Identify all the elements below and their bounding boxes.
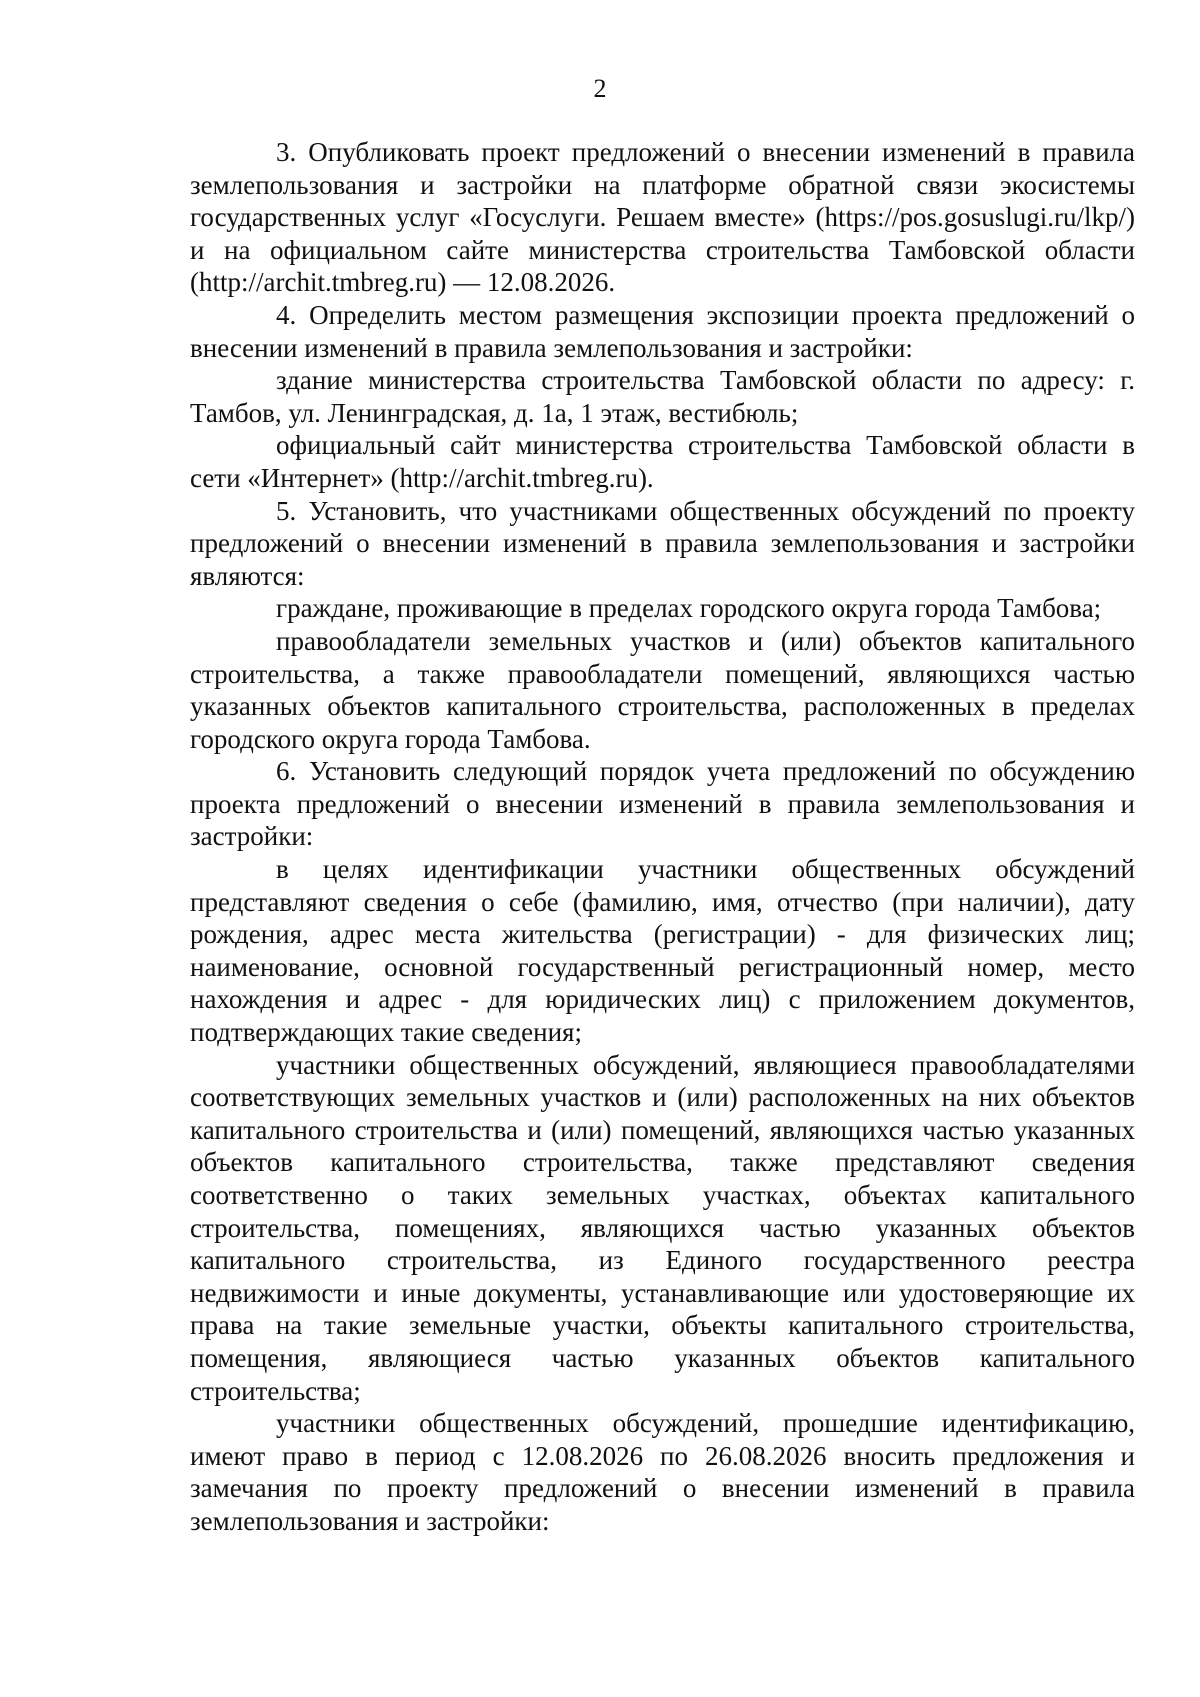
paragraph-exposition-building: здание министерства строительства Тамбовской области по адресу: г. Тамбов, ул. Ленинградская, д. 1а, 1 этаж, вестибюль; — [190, 365, 1135, 428]
page-number: 2 — [593, 74, 607, 103]
paragraph-participants-rightholders: правообладатели земельных участков и (или) объектов капитального строительства, а также правообладатели помещений, являющихся частью указанных объектов капитального строительства, расположенных в пределах городского округа города Тамбова. — [190, 625, 1135, 754]
paragraph-exposition-website: официальный сайт министерства строительства Тамбовской области в сети «Интернет» (http://archit.tmbreg.ru). — [190, 430, 1135, 493]
paragraph-submission-period: участники общественных обсуждений, прошедшие идентификацию, имеют право в период с 12.08.2026 по 26.08.2026 вносить предложения и замечания по проекту предложений о внесении изменений в правила землепользования и застройки: — [190, 1408, 1135, 1536]
paragraph-participants-citizens: граждане, проживающие в пределах городского округа города Тамбова; — [276, 593, 1102, 624]
paragraph-rightholder-documents: участники общественных обсуждений, являющиеся правообладателями соответствующих земельных участков и (или) расположенных на них объектов капитального строительства и (или) помещений, являющихся частью указанных объектов капитального строительства, также представляют сведения соответственно о таких земельных участках, объектах капитального строительства, помещениях, являющихся частью указанных объектов капитального строительства, из Единого государственного реестра недвижимости и иные документы, устанавливающие или удостоверяющие их права на такие земельные участки, объекты капитального строительства, помещения, являющиеся частью указанных объектов капитального строительства; — [190, 1049, 1135, 1406]
paragraph-item-3-publish: 3. Опубликовать проект предложений о внесении изменений в правила землепользования и застройки на платформе обратной связи экосистемы государственных услуг «Госуслуги. Решаем вместе» (https://pos.gosuslugi.ru/lkp/) и на официальном сайте министерства строительства Тамбовской области (http://archit.tmbreg.ru) — 12.08.2026. — [190, 137, 1135, 298]
paragraph-item-5-participants: 5. Установить, что участниками общественных обсуждений по проекту предложений о внесении изменений в правила землепользования и застройки являются: — [190, 495, 1135, 591]
paragraph-identification: в целях идентификации участники общественных обсуждений представляют сведения о себе (фамилию, имя, отчество (при наличии), дату рождения, адрес места жительства (регистрации) - для физических лиц; наименование, основной государственный регистрационный номер, место нахождения и адрес - для юридических лиц) с приложением документов, подтверждающих такие сведения; — [190, 854, 1135, 1048]
paragraph-item-6-procedure: 6. Установить следующий порядок учета предложений по обсуждению проекта предложений о внесении изменений в правила землепользования и застройки: — [190, 756, 1135, 852]
paragraph-item-4-exposition: 4. Определить местом размещения экспозиции проекта предложений о внесении изменений в правила землепользования и застройки: — [190, 299, 1135, 363]
document-body — [190, 136, 1135, 1538]
